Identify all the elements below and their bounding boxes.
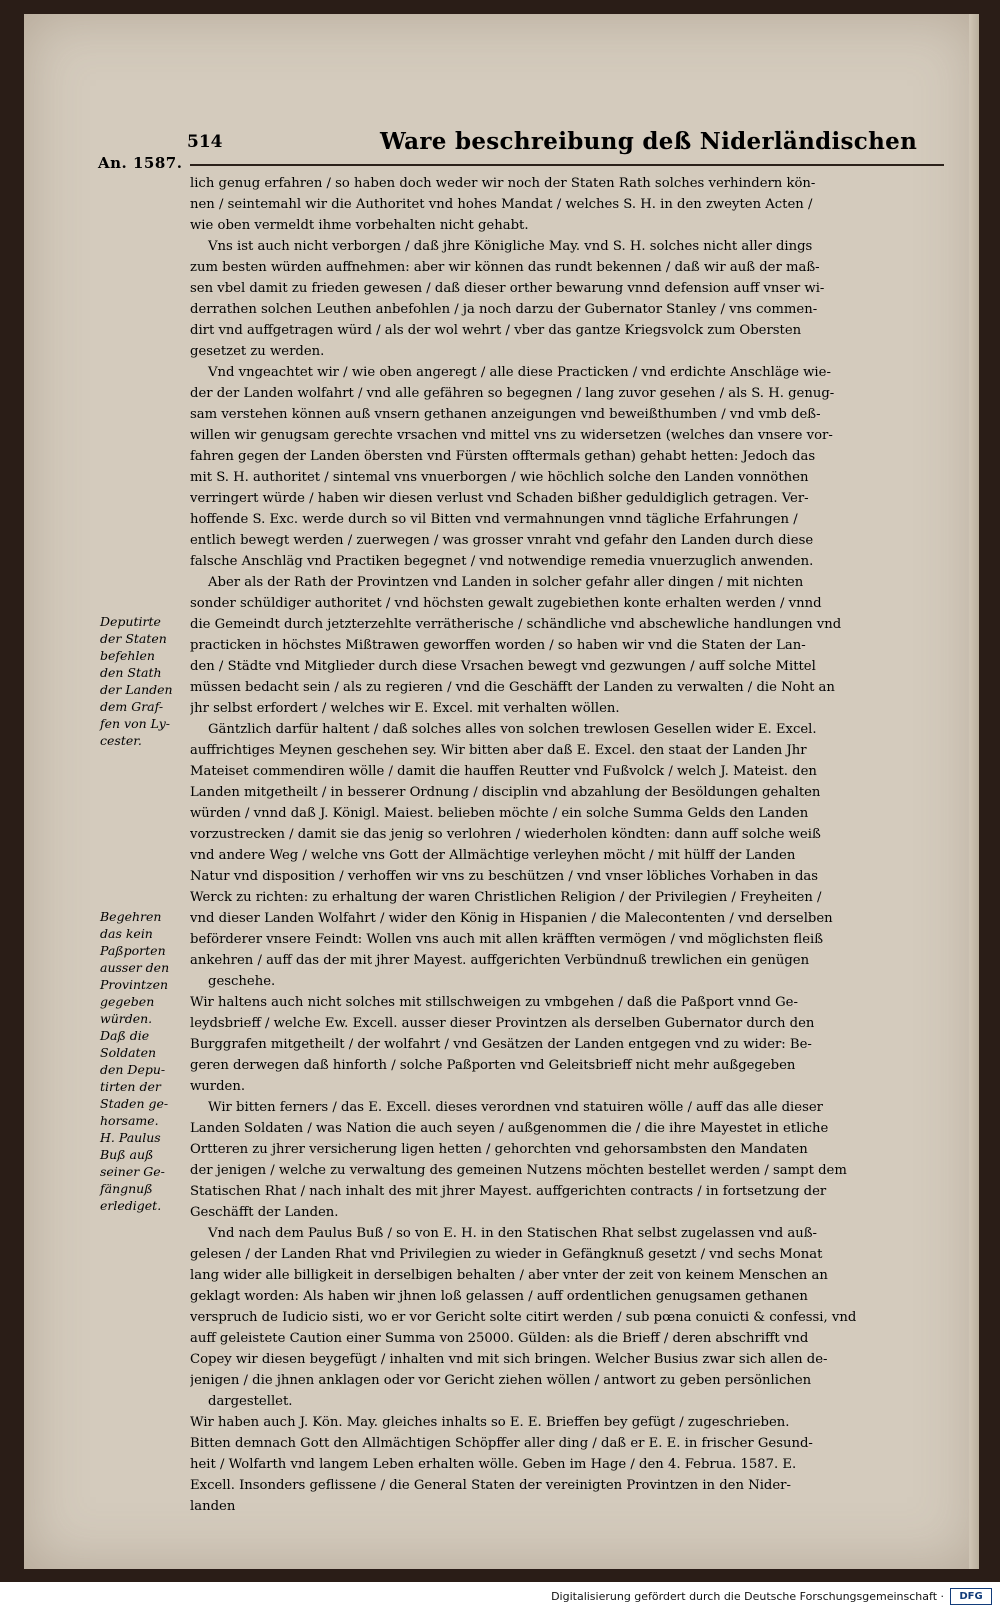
text-line: willen wir genugsam gerechte vrsachen vnd mittel vns zu widersetzen (welches dan vnsere vor- xyxy=(190,428,833,443)
margin-note-line: horsame. xyxy=(100,1113,159,1128)
text-line: zum besten würden auffnehmen: aber wir können das rundt bekennen / daß wir auß der maß- xyxy=(190,260,820,275)
text-line: Bitten demnach Gott den Allmächtigen Schöpffer aller ding / daß er E. E. in frischer Gesund- xyxy=(190,1436,813,1451)
text-line: ankehren / auff das der mit jhrer Mayest. auffgerichten Verbündnuß trewlichen ein genügen xyxy=(190,953,810,968)
text-line: Geschäfft der Landen. xyxy=(190,1205,339,1220)
text-line: Landen Soldaten / was Nation die auch seyen / außgenommen die / die ihre Mayestet in etliche xyxy=(190,1121,829,1136)
text-line: fahren gegen der Landen öbersten vnd Fürsten offtermals gethan) gehabt hetten: Jedoch das xyxy=(190,449,816,464)
margin-note-line: der Staten xyxy=(100,631,167,646)
text-line: beförderer vnsere Feindt: Wollen vns auch mit allen kräfften vermögen / vnd möglichsten fleiß xyxy=(190,932,824,947)
margin-note-deputirte xyxy=(100,613,182,749)
text-line: Wir haben auch J. Kön. May. gleiches inhalts so E. E. Brieffen bey gefügt / zugeschrieben. xyxy=(190,1415,790,1430)
margin-note-line: den Depu- xyxy=(100,1062,166,1077)
margin-note-line: seiner Ge- xyxy=(100,1164,165,1179)
text-line: Landen mitgetheilt / in besserer Ordnung / disciplin vnd abzahlung der Besöldungen gehalten xyxy=(190,785,821,800)
margin-note-line: tirten der xyxy=(100,1079,161,1094)
text-line: würden / vnnd daß J. Königl. Maiest. belieben möchte / ein solche Summa Gelds den Landen xyxy=(190,806,809,821)
dfg-logo[interactable]: DFG xyxy=(950,1588,992,1605)
text-line: der der Landen wolfahrt / vnd alle gefähren so begegnen / lang zuvor gesehen / als S. H. genug- xyxy=(190,386,835,401)
margin-note-line: fängnuß xyxy=(100,1181,153,1196)
text-line: müssen bedacht sein / als zu regieren / vnd die Geschäfft der Landen zu verwalten / die Noht an xyxy=(190,680,835,695)
text-line: sam verstehen können auß vnsern gethanen anzeigungen vnd beweißthumben / vnd vmb deß- xyxy=(190,407,821,422)
text-line: den / Städte vnd Mitglieder durch diese Vrsachen bewegt vnd gezwungen / auff solche Mittel xyxy=(190,659,816,674)
text-line: gesetzet zu werden. xyxy=(190,344,325,359)
margin-note-line: H. Paulus xyxy=(100,1130,161,1145)
text-line: Wir bitten ferners / das E. Excell. dieses verordnen vnd statuiren wölle / auff das alle dieser xyxy=(208,1100,823,1115)
text-line: geklagt worden: Als haben wir jhnen loß gelassen / auff ordentlichen genugsamen gethanen xyxy=(190,1289,808,1304)
text-line: der jenigen / welche zu verwaltung des gemeinen Nutzens möchten bestellet werden / sampt dem xyxy=(190,1163,847,1178)
header-rule xyxy=(190,164,944,166)
text-line: wie oben vermeldt ihme vorbehalten nicht gehabt. xyxy=(190,218,529,233)
margin-note-line: Paßporten xyxy=(100,943,166,958)
text-line: lang wider alle billigkeit in derselbigen behalten / aber vnter der zeit von keinem Menschen an xyxy=(190,1268,828,1283)
text-line: jhr selbst erfordert / welches wir E. Excel. mit verhalten wöllen. xyxy=(190,701,620,716)
text-line: wurden. xyxy=(190,1079,246,1094)
text-line: Burggrafen mitgetheilt / der wolfahrt / vnd Gesätzen der Landen entgegen vnd zu wider: Be- xyxy=(190,1037,812,1052)
margin-note-line: ausser den xyxy=(100,960,170,975)
text-line: jenigen / die jhnen anklagen oder vor Gericht ziehen wöllen / antwort zu geben persönlichen xyxy=(190,1373,812,1388)
text-line: die Gemeindt durch jetzterzehlte verrätherische / schändliche vnd abschewliche handlungen vnd xyxy=(190,617,842,632)
text-line: dirt vnd auffgetragen würd / als der wol wehrt / vber das gantze Kriegsvolck zum Obersten xyxy=(190,323,802,338)
margin-note-line: den Stath xyxy=(100,665,162,680)
text-line: dargestellet. xyxy=(208,1394,293,1409)
text-line: practicken in höchstes Mißtrawen geworffen worden / so haben wir vnd die Staten der Lan- xyxy=(190,638,806,653)
text-line: geschehe. xyxy=(208,974,276,989)
text-line: Vnd nach dem Paulus Buß / so von E. H. in den Statischen Rhat selbst zugelassen vnd auß- xyxy=(208,1226,817,1241)
margin-note-line: cester. xyxy=(100,733,142,748)
text-line: Natur vnd disposition / verhoffen wir vns zu beschützen / vnd vnser löbliches Vorhaben in das xyxy=(190,869,819,884)
text-line: nen / seintemahl wir die Authoritet vnd hohes Mandat / welches S. H. in den zweyten Acten / xyxy=(190,197,813,212)
margin-note-line: würden. xyxy=(100,1011,153,1026)
text-line: sen vbel damit zu frieden gewesen / daß dieser orther bewarung vnnd defension auff vnser wi- xyxy=(190,281,825,296)
text-line: geren derwegen daß hinforth / solche Paßporten vnd Geleitsbrieff nicht mehr außgegeben xyxy=(190,1058,796,1073)
footer-bar xyxy=(0,1582,1000,1609)
text-line: lich genug erfahren / so haben doch weder wir noch der Staten Rath solches verhindern kön- xyxy=(190,176,816,191)
text-line: Vnd vngeachtet wir / wie oben angeregt / alle diese Practicken / vnd erdichte Anschläge wie- xyxy=(208,365,831,380)
margin-note-line: Begehren xyxy=(100,909,162,924)
text-line: leydsbrieff / welche Ew. Excell. ausser dieser Provintzen als derselben Gubernator durch den xyxy=(190,1016,815,1031)
year-marginal: An. 1587. xyxy=(98,154,183,172)
margin-note-line: Soldaten xyxy=(100,1045,157,1060)
text-line: verringert würde / haben wir diesen verlust vnd Schaden bißher geduldiglich getragen. Ver- xyxy=(190,491,809,506)
margin-note-line: das kein xyxy=(100,926,153,941)
text-line: Statischen Rhat / nach inhalt des mit jhrer Mayest. auffgerichten contracts / in fortsetzung der xyxy=(190,1184,827,1199)
text-line: vnd andere Weg / welche vns Gott der Allmächtige verleyhen möcht / mit hülff der Landen xyxy=(190,848,796,863)
running-title: Ware beschreibung deß Niderländischen xyxy=(380,128,918,155)
text-line: Excell. Insonders geflissene / die General Staten der vereinigten Provintzen in den Nider- xyxy=(190,1478,791,1493)
margin-note-line: Provintzen xyxy=(100,977,169,992)
margin-note-line: der Landen xyxy=(100,682,173,697)
text-line: derrathen solchen Leuthen anbefohlen / ja noch darzu der Gubernator Stanley / vns commen- xyxy=(190,302,818,317)
margin-note-line: fen von Ly- xyxy=(100,716,171,731)
margin-note-line: Deputirte xyxy=(100,614,161,629)
text-line: Ortteren zu jhrer versicherung ligen hetten / gehorchten vnd gehorsambsten den Mandaten xyxy=(190,1142,808,1157)
text-line: Wir haltens auch nicht solches mit stillschweigen zu vmbgehen / daß die Paßport vnnd Ge- xyxy=(190,995,798,1010)
text-line: hoffende S. Exc. werde durch so vil Bitten vnd vermahnungen vnnd tägliche Erfahrungen / xyxy=(190,512,798,527)
body-text xyxy=(190,173,946,1517)
text-line: mit S. H. authoritet / sintemal vns vnuerborgen / wie höchlich solche den Landen vonnöthen xyxy=(190,470,809,485)
text-line: Werck zu richten: zu erhaltung der waren Christlichen Religion / der Privilegien / Freyheiten / xyxy=(190,890,822,905)
text-line: Vns ist auch nicht verborgen / daß jhre Königliche May. vnd S. H. solches nicht aller dings xyxy=(208,239,813,254)
margin-note-line: dem Graf- xyxy=(100,699,164,714)
page-gutter xyxy=(969,14,979,1569)
text-line: sonder schüldiger authoritet / vnd höchsten gewalt zugebiethen konte erhalten werden / vnnd xyxy=(190,596,822,611)
text-line: Mateiset commendiren wölle / damit die hauffen Reutter vnd Fußvolck / welch J. Mateist. den xyxy=(190,764,817,779)
text-line: landen xyxy=(190,1499,236,1514)
text-line: Aber als der Rath der Provintzen vnd Landen in solcher gefahr aller dingen / mit nichten xyxy=(208,575,804,590)
text-line: auff geleistete Caution einer Summa von 25000. Gülden: als die Brieff / deren abschrifft vnd xyxy=(190,1331,809,1346)
text-line: auffrichtiges Meynen geschehen sey. Wir bitten aber daß E. Excel. den staat der Landen Jhr xyxy=(190,743,807,758)
margin-note-line: gegeben xyxy=(100,994,155,1009)
margin-note-begehren xyxy=(100,908,182,1214)
text-line: vorzustrecken / damit sie das jenig so verlohren / wiederholen köndten: dann auff solche weiß xyxy=(190,827,821,842)
text-line: gelesen / der Landen Rhat vnd Privilegien zu wieder in Gefängknuß gesetzt / vnd sechs Monat xyxy=(190,1247,823,1262)
page-number: 514 xyxy=(187,132,223,152)
margin-note-line: Buß auß xyxy=(100,1147,154,1162)
text-line: falsche Anschläg vnd Practiken begegnet / vnd notwendige remedia vnuerzuglich anwenden. xyxy=(190,554,814,569)
text-line: verspruch de Iudicio sisti, wo er vor Gericht solte citirt werden / sub pœna conuicti & confessi, vnd xyxy=(190,1310,857,1325)
text-line: Gäntzlich darfür haltent / daß solches alles von solchen trewlosen Gesellen wider E. Excel. xyxy=(208,722,817,737)
text-line: heit / Wolfarth vnd langem Leben erhalten wölle. Geben im Hage / den 4. Februa. 1587. E. xyxy=(190,1457,797,1472)
footer-credit: Digitalisierung gefördert durch die Deutsche Forschungsgemeinschaft · xyxy=(551,1590,944,1603)
text-line: Copey wir diesen beygefügt / inhalten vnd mit sich bringen. Welcher Busius zwar sich allen de- xyxy=(190,1352,828,1367)
text-line: vnd dieser Landen Wolfahrt / wider den König in Hispanien / die Malecontenten / vnd derselben xyxy=(190,911,833,926)
margin-note-line: Daß die xyxy=(100,1028,150,1043)
margin-note-line: befehlen xyxy=(100,648,155,663)
margin-note-line: Staden ge- xyxy=(100,1096,169,1111)
margin-note-line: erlediget. xyxy=(100,1198,162,1213)
text-line: entlich bewegt werden / zuerwegen / was grosser vnraht vnd gefahr den Landen durch diese xyxy=(190,533,814,548)
